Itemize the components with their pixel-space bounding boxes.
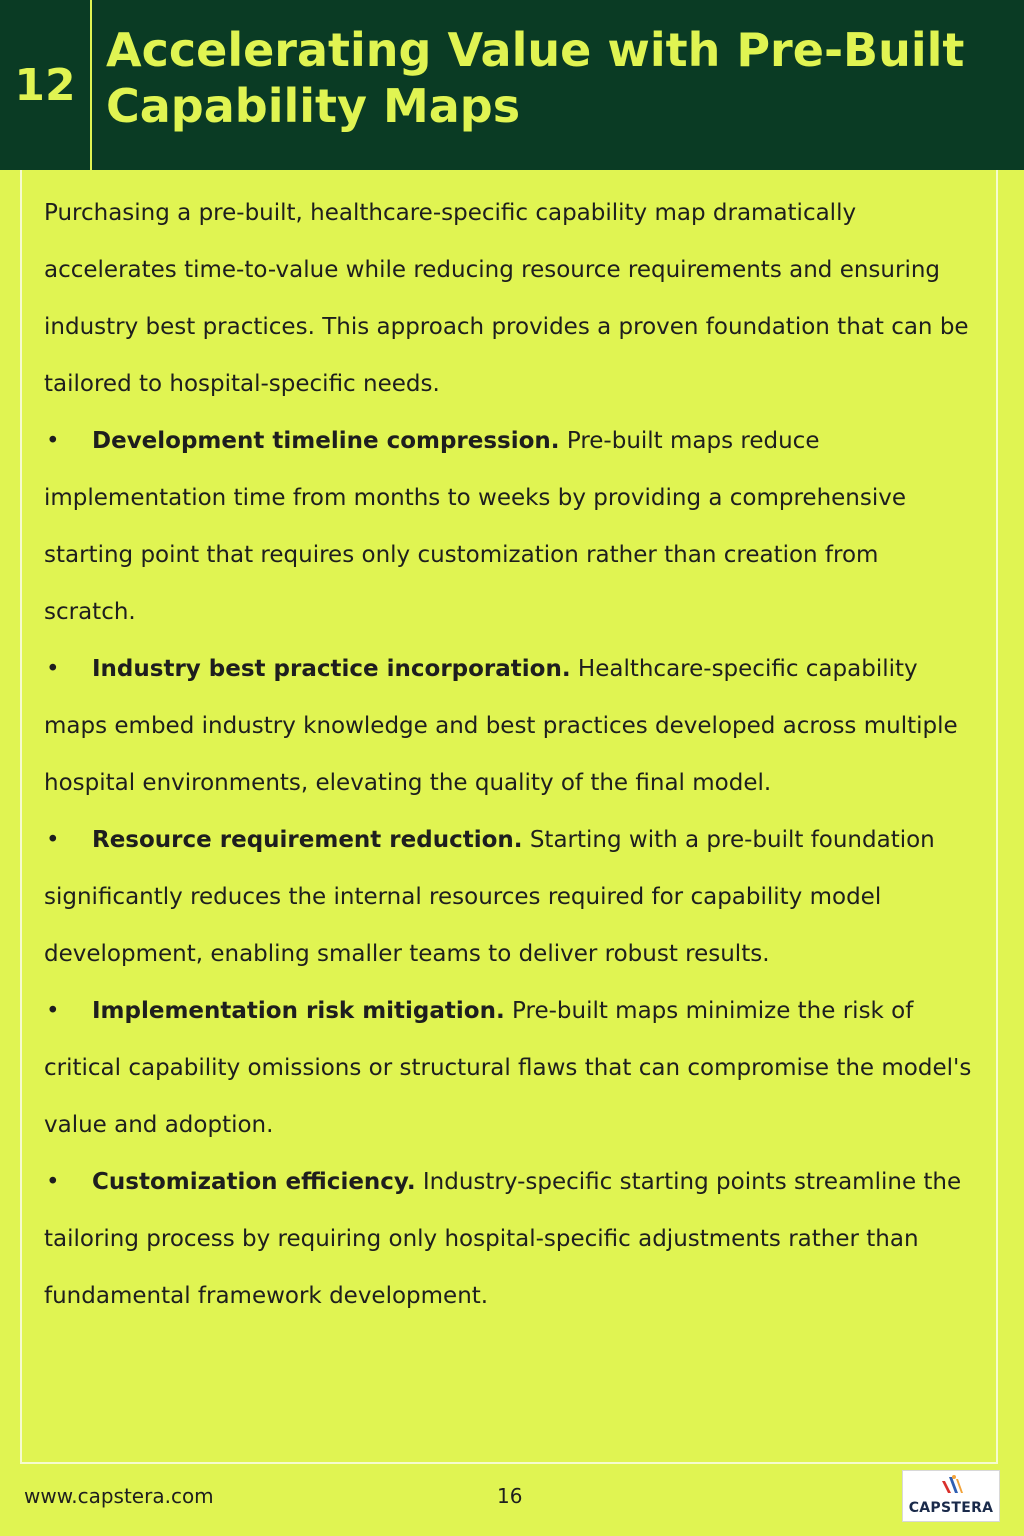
bullet-dot: • <box>46 656 60 682</box>
capstera-logo <box>902 1470 1000 1522</box>
chapter-number: 12 <box>14 59 76 111</box>
bullet-dot: • <box>46 1169 60 1195</box>
bullet-heading: Customization efficiency. <box>92 1169 416 1195</box>
page-number: 16 <box>497 1484 523 1508</box>
intro-paragraph: Purchasing a pre-built, healthcare-specific capability map dramatically accelerates time-to-value while reducing resource requirements and ensuring industry best practices. This approach provides a proven foundation that can be tailored to hospital-specific needs. <box>44 200 969 397</box>
bullet-item <box>44 1154 974 1325</box>
bullet-item <box>44 983 974 1154</box>
footer-website-link[interactable]: www.capstera.com <box>24 1484 214 1508</box>
header-divider <box>90 0 92 170</box>
bullet-text: Pre-built maps reduce implementation time from months to weeks by providing a comprehensive starting point that requires only customization rather than creation from scratch. <box>44 428 907 625</box>
body-text <box>44 185 974 1325</box>
bullet-item <box>44 413 974 641</box>
bullet-text: Healthcare-specific capability maps embed industry knowledge and best practices developed across multiple hospital environments, elevating the quality of the final model. <box>44 656 958 796</box>
page-title: Accelerating Value with Pre-Built Capability Maps <box>106 23 965 133</box>
bullet-heading: Resource requirement reduction. <box>92 827 523 853</box>
bullet-text: Pre-built maps minimize the risk of critical capability omissions or structural flaws that can compromise the model's value and adoption. <box>44 998 972 1138</box>
bullet-text: Industry-specific starting points streamline the tailoring process by requiring only hospital-specific adjustments rather than fundamental framework development. <box>44 1169 962 1309</box>
bullet-item <box>44 641 974 812</box>
bullet-heading: Industry best practice incorporation. <box>92 656 571 682</box>
bullet-text: Starting with a pre-built foundation significantly reduces the internal resources required for capability model development, enabling smaller teams to deliver robust results. <box>44 827 935 967</box>
bullet-heading: Development timeline compression. <box>92 428 560 454</box>
capstera-logo-icon <box>939 1473 965 1499</box>
bullet-dot: • <box>46 827 60 853</box>
bullet-dot: • <box>46 428 60 454</box>
bullet-heading: Implementation risk mitigation. <box>92 998 505 1024</box>
bullet-dot: • <box>46 998 60 1024</box>
page-header <box>0 0 1024 170</box>
logo-text: CAPSTERA <box>908 1500 994 1516</box>
bullet-item <box>44 812 974 983</box>
